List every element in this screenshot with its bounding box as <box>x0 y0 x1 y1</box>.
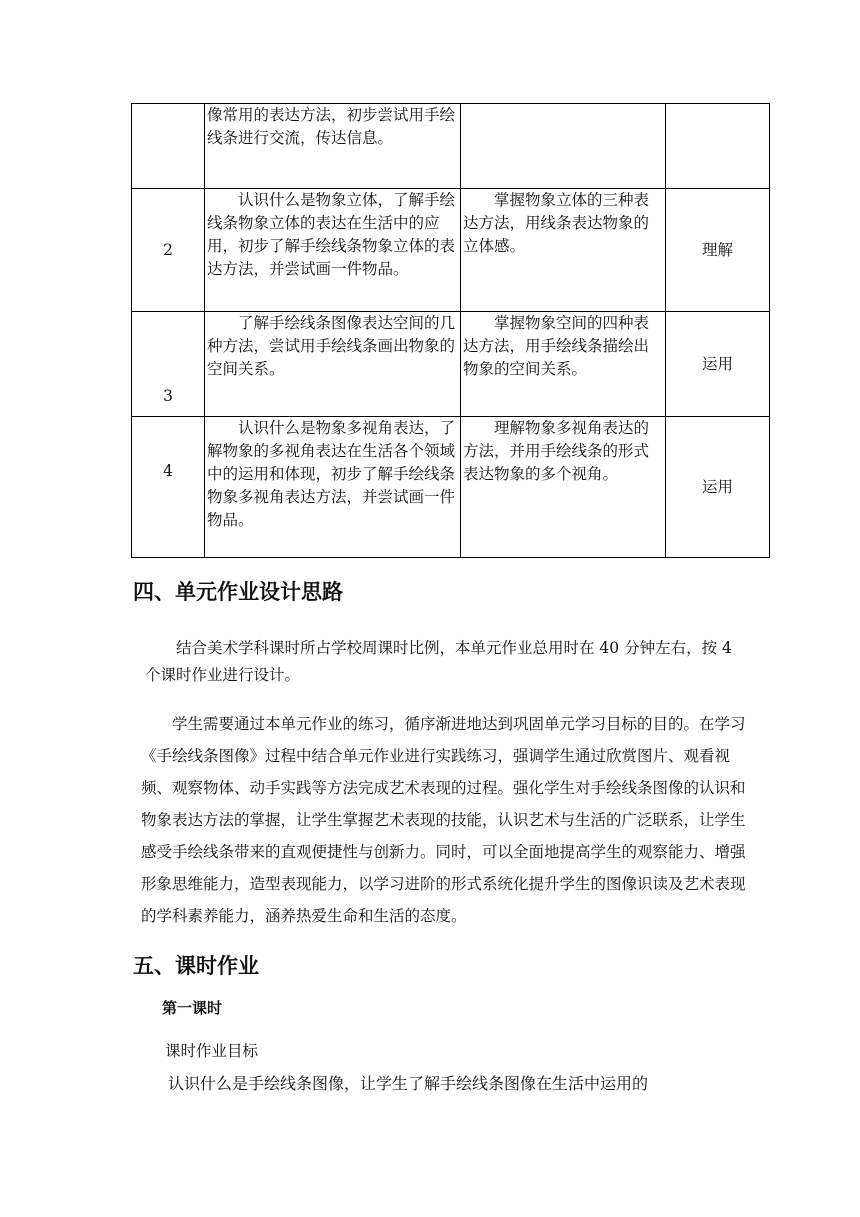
level-text: 理解 <box>701 240 733 259</box>
goal-text: 认识什么是手绘线条图像，让学生了解手绘线条图像在生活中运用的 <box>168 1074 649 1093</box>
content-cell <box>205 417 461 558</box>
level-cell <box>666 189 770 312</box>
paragraph-time-allocation: 结合美术学科课时所占学校周课时比例，本单元作业总用时在 40 分钟左右，按 4 个课时作业进行设计。 <box>145 639 732 684</box>
level-text: 运用 <box>701 477 733 496</box>
requirement-text: 理解物象多视角表达的方法，并用手绘线条的形式表达物象的多个视角。 <box>463 419 650 483</box>
requirement-text: 掌握物象立体的三种表达方法，用线条表达物象的立体感。 <box>463 191 650 255</box>
lesson-number: 3 <box>163 387 173 405</box>
content-text: 了解手绘线条图像表达空间的几种方法，尝试用手绘线条画出物象的空间关系。 <box>207 314 456 378</box>
lesson-number-cell <box>132 104 205 189</box>
table-row <box>132 312 770 417</box>
lesson-number-cell <box>132 417 205 558</box>
lesson-title: 第一课时 <box>162 999 223 1017</box>
section-heading-design-idea: 四、单元作业设计思路 <box>133 580 343 604</box>
lesson-number-cell <box>132 189 205 312</box>
paragraph-design-rationale: 学生需要通过本单元作业的练习，循序渐进地达到巩固单元学习目标的目的。在学习《手绘线条图像》过程中结合单元作业进行实践练习，强调学生通过欣赏图片、观看视频、观察物体、动手实践等方法完成艺术表现的过程。强化学生对手绘线条图像的认识和物象表达方法的掌握，让学生掌握艺术表现的技能，认识艺术与生活的广泛联系，让学生感受手绘线条带来的直观便捷性与创新力。同时，可以全面地提高学生的观察能力、增强形象思维能力，造型表现能力，以学习进阶的形式系统化提升学生的图像识读及艺术表现的学科素养能力，涵养热爱生命和生活的态度。 <box>141 715 746 925</box>
objectives-table <box>131 103 770 558</box>
content-cell <box>205 312 461 417</box>
requirement-cell <box>461 312 666 417</box>
requirement-cell <box>461 417 666 558</box>
level-cell <box>666 417 770 558</box>
requirement-cell <box>461 189 666 312</box>
content-text: 认识什么是物象多视角表达，了解物象的多视角表达在生活各个领域中的运用和体现，初步了解手绘线条物象多视角表达方法，并尝试画一件物品。 <box>207 419 456 529</box>
section-heading-lesson-homework: 五、课时作业 <box>133 954 259 978</box>
goal-label: 课时作业目标 <box>165 1042 259 1060</box>
level-cell <box>666 104 770 189</box>
content-text: 认识什么是物象立体，了解手绘线条物象立体的表达在生活中的应用，初步了解手绘线条物象立体的表达方法，并尝试画一件物品。 <box>207 191 456 278</box>
lesson-number-cell <box>132 312 205 417</box>
table-row <box>132 104 770 189</box>
level-text: 运用 <box>701 354 733 373</box>
table-row <box>132 189 770 312</box>
lesson-number: 2 <box>163 241 173 259</box>
requirement-text: 掌握物象空间的四种表达方法，用手绘线条描绘出物象的空间关系。 <box>463 314 650 378</box>
content-text: 像常用的表达方法，初步尝试用手绘线条进行交流，传达信息。 <box>207 106 456 147</box>
level-cell <box>666 312 770 417</box>
table-row <box>132 417 770 558</box>
content-cell <box>205 104 461 189</box>
content-cell <box>205 189 461 312</box>
lesson-number: 4 <box>163 462 173 480</box>
requirement-cell <box>461 104 666 189</box>
